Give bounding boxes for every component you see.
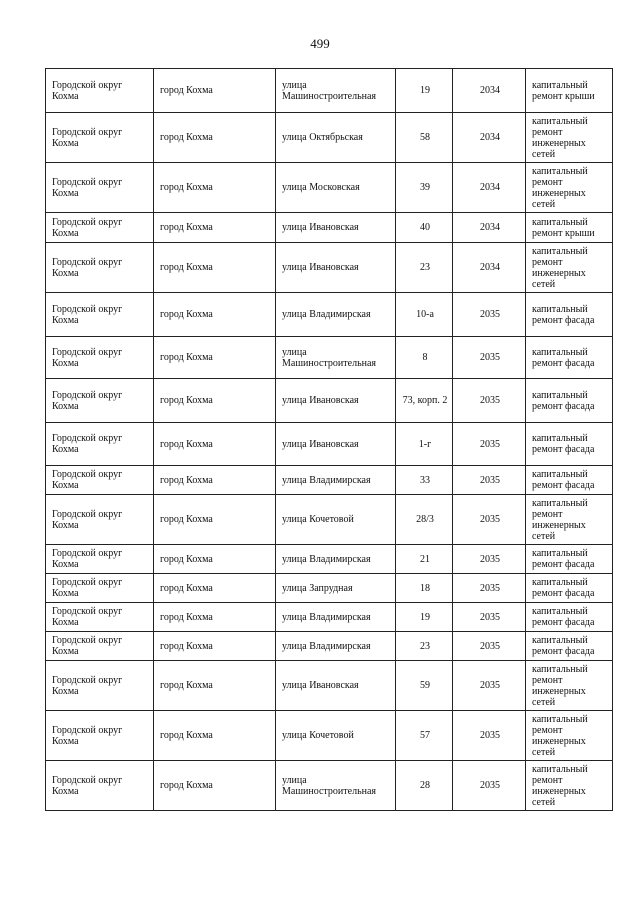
street-cell: улица Машиностроительная [276,69,396,113]
house-number-cell: 1-г [396,423,453,466]
year-cell: 2034 [453,163,526,213]
work-type-cell: капитальный ремонт инженерных сетей [526,243,613,293]
year-cell: 2035 [453,603,526,632]
year-cell: 2035 [453,495,526,545]
work-type-cell: капитальный ремонт инженерных сетей [526,761,613,811]
city-cell: город Кохма [154,632,276,661]
house-number-cell: 28/3 [396,495,453,545]
year-cell: 2035 [453,379,526,423]
city-cell: город Кохма [154,423,276,466]
district-cell: Городской округ Кохма [46,379,154,423]
district-cell: Городской округ Кохма [46,213,154,243]
district-cell: Городской округ Кохма [46,113,154,163]
table-row [46,466,613,495]
year-cell: 2035 [453,711,526,761]
year-cell: 2035 [453,574,526,603]
city-cell: город Кохма [154,379,276,423]
street-cell: улица Владимирская [276,293,396,337]
city-cell: город Кохма [154,761,276,811]
table-body [46,69,613,811]
street-cell: улица Владимирская [276,545,396,574]
year-cell: 2035 [453,337,526,379]
city-cell: город Кохма [154,113,276,163]
work-type-cell: капитальный ремонт инженерных сетей [526,163,613,213]
house-number-cell: 8 [396,337,453,379]
street-cell: улица Владимирская [276,466,396,495]
city-cell: город Кохма [154,337,276,379]
house-number-cell: 57 [396,711,453,761]
work-type-cell: капитальный ремонт фасада [526,466,613,495]
table-row [46,69,613,113]
house-number-cell: 59 [396,661,453,711]
year-cell: 2034 [453,243,526,293]
table-row [46,661,613,711]
city-cell: город Кохма [154,545,276,574]
table-row [46,293,613,337]
table-row [46,574,613,603]
district-cell: Городской округ Кохма [46,293,154,337]
work-type-cell: капитальный ремонт инженерных сетей [526,495,613,545]
district-cell: Городской округ Кохма [46,495,154,545]
work-type-cell: капитальный ремонт инженерных сетей [526,711,613,761]
work-type-cell: капитальный ремонт фасада [526,574,613,603]
district-cell: Городской округ Кохма [46,243,154,293]
house-number-cell: 73, корп. 2 [396,379,453,423]
year-cell: 2035 [453,293,526,337]
house-number-cell: 39 [396,163,453,213]
city-cell: город Кохма [154,603,276,632]
district-cell: Городской округ Кохма [46,632,154,661]
table-row [46,603,613,632]
district-cell: Городской округ Кохма [46,711,154,761]
street-cell: улица Владимирская [276,632,396,661]
year-cell: 2035 [453,423,526,466]
house-number-cell: 23 [396,632,453,661]
year-cell: 2034 [453,69,526,113]
city-cell: город Кохма [154,466,276,495]
table-row [46,243,613,293]
house-number-cell: 19 [396,603,453,632]
street-cell: улица Кочетовой [276,495,396,545]
work-type-cell: капитальный ремонт крыши [526,69,613,113]
street-cell: улица Ивановская [276,243,396,293]
street-cell: улица Запрудная [276,574,396,603]
year-cell: 2035 [453,466,526,495]
table-row [46,711,613,761]
city-cell: город Кохма [154,243,276,293]
street-cell: улица Кочетовой [276,711,396,761]
year-cell: 2035 [453,761,526,811]
house-number-cell: 10-а [396,293,453,337]
street-cell: улица Машиностроительная [276,337,396,379]
work-type-cell: капитальный ремонт фасада [526,545,613,574]
city-cell: город Кохма [154,495,276,545]
street-cell: улица Машиностроительная [276,761,396,811]
street-cell: улица Ивановская [276,661,396,711]
table-row [46,423,613,466]
work-type-cell: капитальный ремонт инженерных сетей [526,113,613,163]
house-number-cell: 18 [396,574,453,603]
work-type-cell: капитальный ремонт фасада [526,379,613,423]
work-type-cell: капитальный ремонт фасада [526,337,613,379]
table-row [46,761,613,811]
district-cell: Городской округ Кохма [46,337,154,379]
city-cell: город Кохма [154,574,276,603]
house-number-cell: 21 [396,545,453,574]
district-cell: Городской округ Кохма [46,466,154,495]
city-cell: город Кохма [154,711,276,761]
district-cell: Городской округ Кохма [46,69,154,113]
district-cell: Городской округ Кохма [46,661,154,711]
house-number-cell: 40 [396,213,453,243]
district-cell: Городской округ Кохма [46,603,154,632]
repair-schedule-table [45,68,613,811]
city-cell: город Кохма [154,213,276,243]
house-number-cell: 58 [396,113,453,163]
table-row [46,337,613,379]
city-cell: город Кохма [154,293,276,337]
city-cell: город Кохма [154,69,276,113]
year-cell: 2035 [453,545,526,574]
table-row [46,545,613,574]
table-row [46,379,613,423]
city-cell: город Кохма [154,661,276,711]
table-row [46,113,613,163]
table-row [46,495,613,545]
year-cell: 2035 [453,661,526,711]
work-type-cell: капитальный ремонт крыши [526,213,613,243]
street-cell: улица Владимирская [276,603,396,632]
work-type-cell: капитальный ремонт фасада [526,423,613,466]
district-cell: Городской округ Кохма [46,574,154,603]
district-cell: Городской округ Кохма [46,423,154,466]
year-cell: 2034 [453,113,526,163]
page-number: 499 [310,36,330,51]
table-row [46,163,613,213]
work-type-cell: капитальный ремонт фасада [526,603,613,632]
district-cell: Городской округ Кохма [46,545,154,574]
district-cell: Городской округ Кохма [46,163,154,213]
work-type-cell: капитальный ремонт фасада [526,293,613,337]
house-number-cell: 33 [396,466,453,495]
district-cell: Городской округ Кохма [46,761,154,811]
street-cell: улица Ивановская [276,379,396,423]
house-number-cell: 19 [396,69,453,113]
house-number-cell: 28 [396,761,453,811]
year-cell: 2035 [453,632,526,661]
street-cell: улица Московская [276,163,396,213]
work-type-cell: капитальный ремонт фасада [526,632,613,661]
year-cell: 2034 [453,213,526,243]
street-cell: улица Ивановская [276,213,396,243]
street-cell: улица Ивановская [276,423,396,466]
city-cell: город Кохма [154,163,276,213]
house-number-cell: 23 [396,243,453,293]
table-row [46,213,613,243]
table-row [46,632,613,661]
work-type-cell: капитальный ремонт инженерных сетей [526,661,613,711]
street-cell: улица Октябрьская [276,113,396,163]
